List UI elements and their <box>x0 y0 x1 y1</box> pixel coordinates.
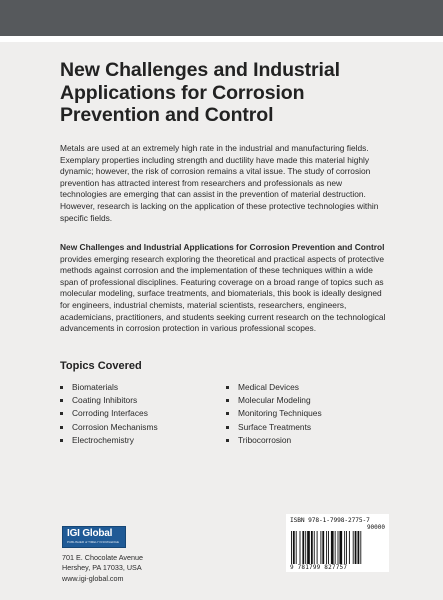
top-stripe <box>0 36 443 42</box>
bullet-icon <box>60 412 63 415</box>
topic-label: Electrochemistry <box>72 434 134 445</box>
topic-item <box>60 394 158 407</box>
topic-label: Corrosion Mechanisms <box>72 421 158 432</box>
topic-item <box>60 421 158 434</box>
topic-label: Corroding Interfaces <box>72 408 148 419</box>
bullet-icon <box>226 386 229 389</box>
publisher-logo-name: IGI Global <box>67 528 113 539</box>
topic-label: Tribocorrosion <box>238 434 292 445</box>
bullet-icon <box>60 386 63 389</box>
publisher-logo <box>62 526 126 548</box>
topic-item <box>226 407 322 420</box>
topic-item <box>226 381 322 394</box>
address-line-2: Hershey, PA 17033, USA <box>62 563 142 573</box>
topic-item <box>226 421 322 434</box>
bullet-icon <box>226 439 229 442</box>
topic-item <box>60 407 158 420</box>
description-paragraph-2 <box>60 242 390 335</box>
topics-heading: Topics Covered <box>60 360 142 372</box>
topics-list-right <box>226 381 322 447</box>
book-title-inline: New Challenges and Industrial Applications for Corrosion Prevention and Control <box>60 242 385 252</box>
isbn-number: ISBN 978-1-7998-2775-7 <box>290 517 370 524</box>
top-band <box>0 0 443 36</box>
topic-label: Coating Inhibitors <box>72 395 138 406</box>
bullet-icon <box>60 399 63 402</box>
publisher-address <box>62 553 143 584</box>
description-paragraph-1: Metals are used at an extremely high rate in the industrial and manufacturing fields. Exemplary properties including strength and ductility have made this material highly dynamic; however, the risk of corrosion remains a vital issue. The study of corrosion prevention has attracted interest from researchers and professionals as new technologies are emerging that can assist in the prevention of material destruction. However, research is lacking on the application of these protective technologies within specific fields. <box>60 143 379 223</box>
isbn-barcode <box>286 514 389 572</box>
topic-item <box>60 381 158 394</box>
topic-label: Surface Treatments <box>238 421 312 432</box>
book-title: New Challenges and Industrial Applications for Corrosion Prevention and Control <box>60 59 340 126</box>
topic-item <box>226 434 322 447</box>
bullet-icon <box>60 426 63 429</box>
topic-item <box>226 394 322 407</box>
price-code: 90000 <box>366 524 385 531</box>
publisher-website: www.igi-global.com <box>62 573 124 583</box>
bullet-icon <box>226 412 229 415</box>
bullet-icon <box>60 439 63 442</box>
topic-label: Monitoring Techniques <box>238 408 322 419</box>
topic-label: Medical Devices <box>238 382 299 392</box>
publisher-logo-tagline: PUBLISHER of TIMELY KNOWLEDGE <box>67 540 120 544</box>
topics-list-left <box>60 381 158 447</box>
barcode-digits: 9 781799 827757 <box>290 564 348 571</box>
topic-item <box>60 434 158 447</box>
topic-label: Biomaterials <box>72 382 119 392</box>
description-paragraph-2-body: provides emerging research exploring the theoretical and practical aspects of protective methods against corrosion and the implementation of these techniques within a wide span of professional disciplines. Featuring coverage on a broad range of topics such as molecular modeling, surface treatments, and biomaterials, this book is ideally designed for engineers, industrial chemists, material scientists, researchers, engineers, academicians, practitioners, and students seeking current research on the technological advancements in corrosion protection in various professional scopes. <box>60 253 386 334</box>
address-line-1: 701 E. Chocolate Avenue <box>62 553 143 562</box>
barcode-bars <box>290 531 385 564</box>
bullet-icon <box>226 426 229 429</box>
bullet-icon <box>226 399 229 402</box>
topic-label: Molecular Modeling <box>238 395 311 406</box>
